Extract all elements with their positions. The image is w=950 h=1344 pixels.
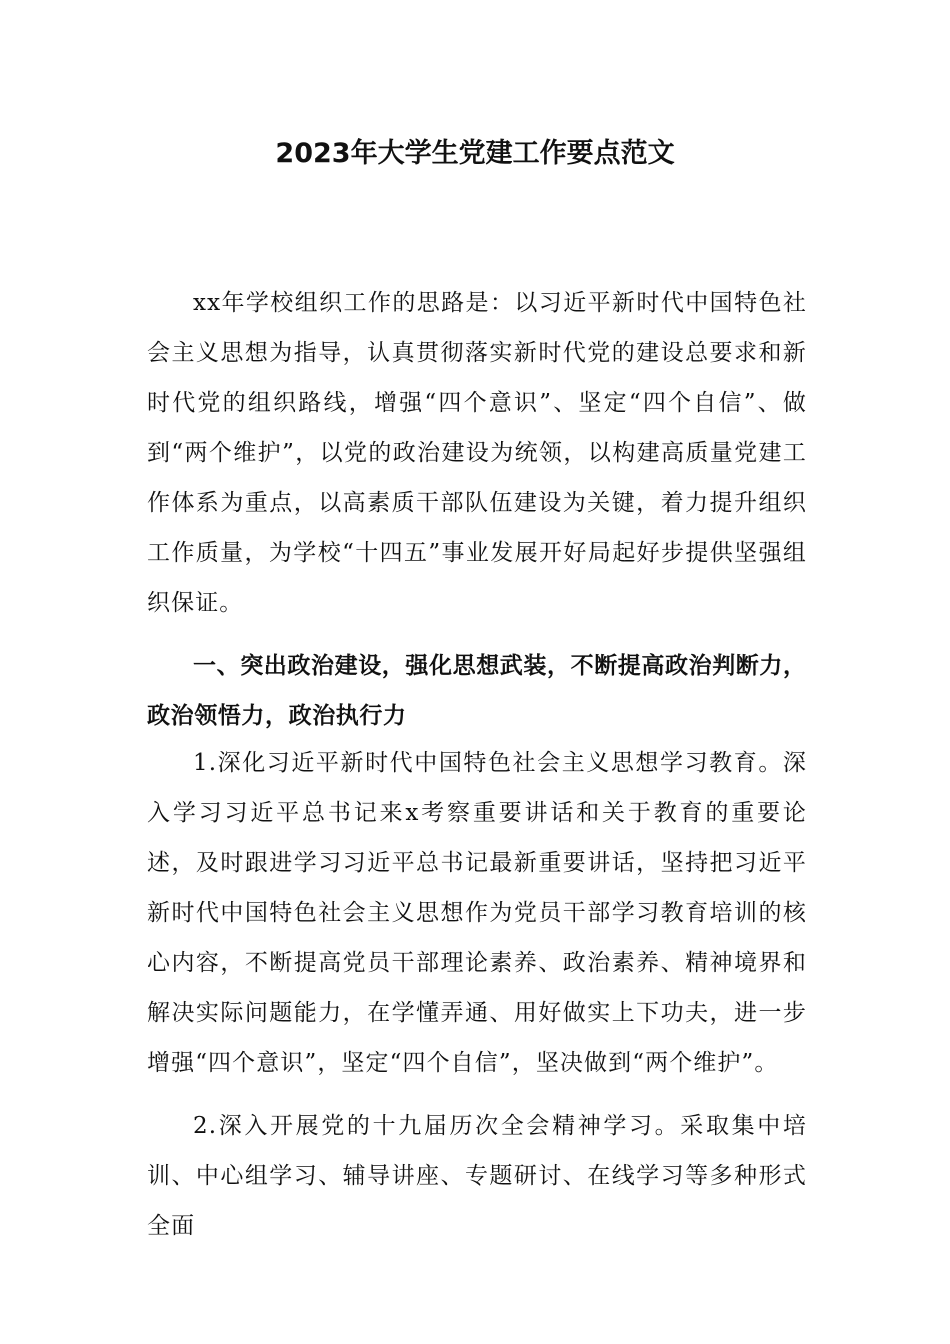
- list-item-1-paragraph: 1.深化习近平新时代中国特色社会主义思想学习教育。深入学习习近平总书记来x考察重要讲话和关于教育的重要论述，及时跟进学习习近平总书记最新重要讲话，坚持把习近平新时代中国特色社会主义思想作为党员干部学习教育培训的核心内容，不断提高党员干部理论素养、政治素养、精神境界和解决实际问题能力，在学懂弄通、用好做实上下功夫，进一步增强“四个意识”，坚定“四个自信”，坚决做到“两个维护”。: [147, 750, 807, 1076]
- section-heading-1: 一、突出政治建设，强化思想武装，不断提高政治判断力，政治领悟力，政治执行力: [147, 653, 807, 729]
- list-item-2-paragraph: 2.深入开展党的十九届历次全会精神学习。采取集中培训、中心组学习、辅导讲座、专题研讨、在线学习等多种形式全面: [147, 1113, 807, 1239]
- intro-paragraph: xx年学校组织工作的思路是：以习近平新时代中国特色社会主义思想为指导，认真贯彻落实新时代党的建设总要求和新时代党的组织路线，增强“四个意识”、坚定“四个自信”、做到“两个维护”，以党的政治建设为统领，以构建高质量党建工作体系为重点，以高素质干部队伍建设为关键，着力提升组织工作质量，为学校“十四五”事业发展开好局起好步提供坚强组织保证。: [147, 290, 807, 616]
- document-title: 2023年大学生党建工作要点范文: [275, 138, 675, 169]
